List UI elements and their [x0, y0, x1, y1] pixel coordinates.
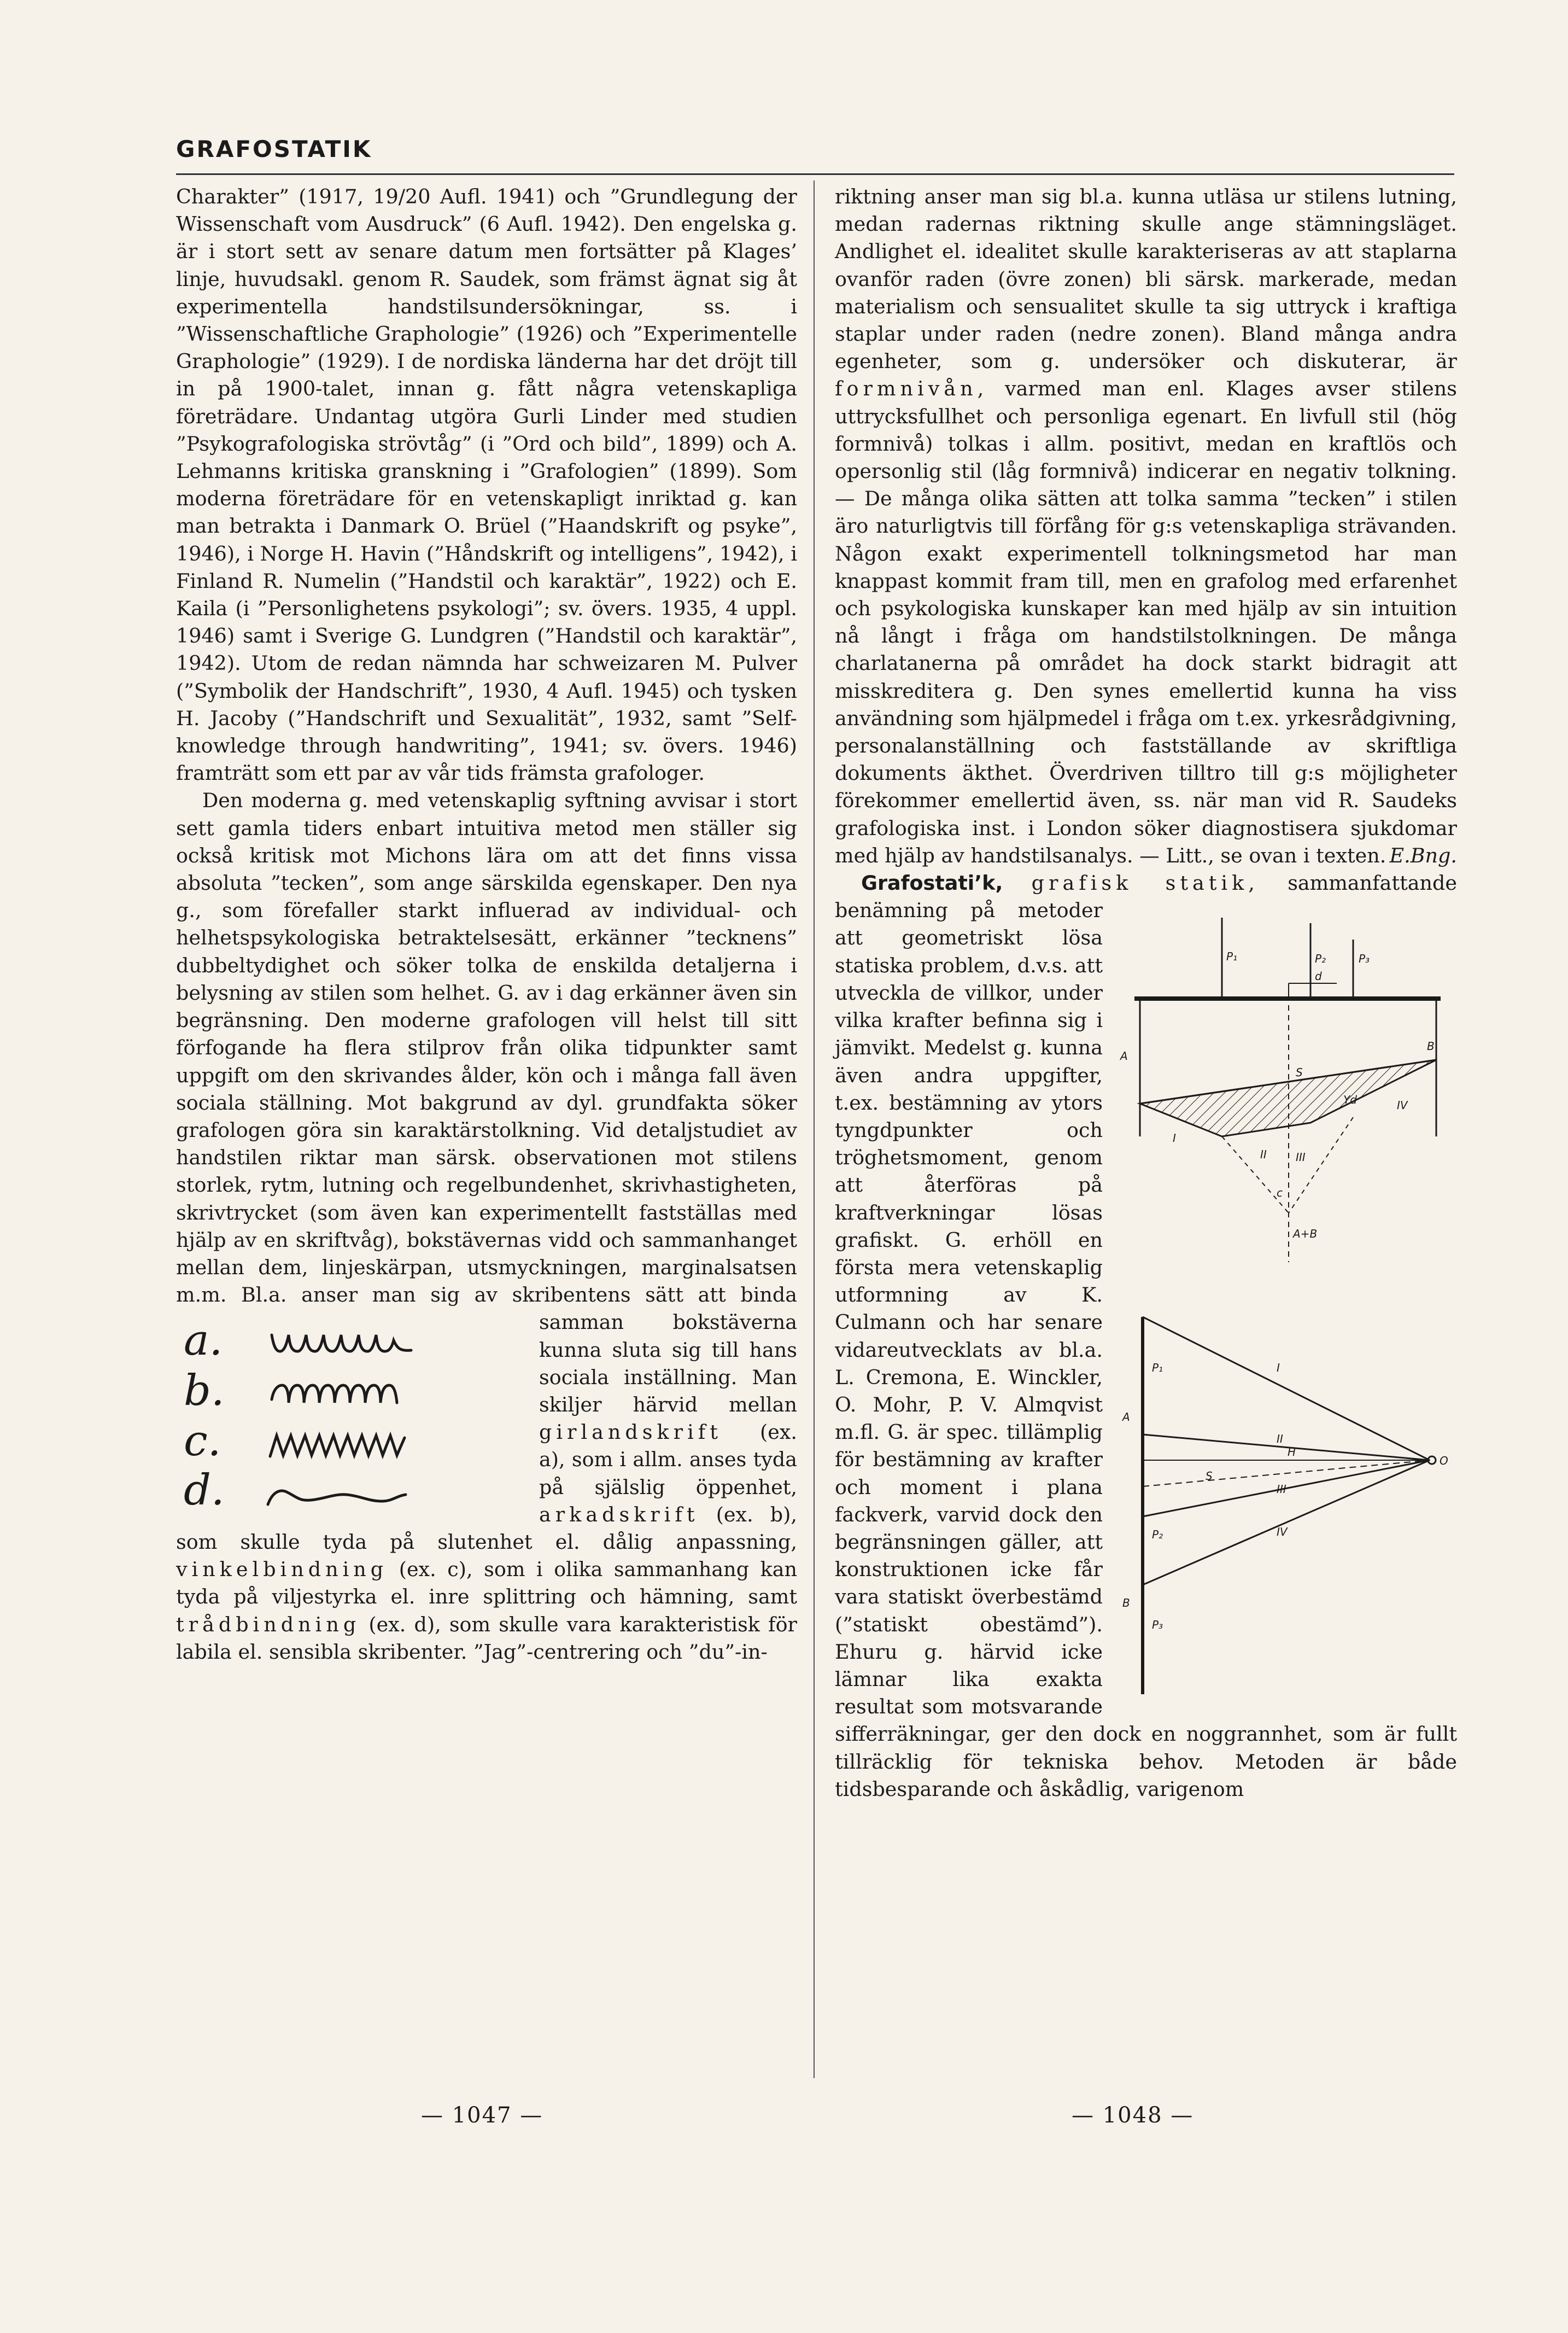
label-force-p2: P₂ — [1152, 1528, 1163, 1542]
handwriting-label-d: d. — [184, 1466, 225, 1515]
term-tradbindning: trådbindning — [176, 1612, 361, 1636]
text-run: Den moderna g. med vetenskaplig syftning avvisar i stort sett gamla tiders enbart intuitiva metod men ställer sig också kritisk mot Michons lära om att det finns vissa absoluta ”tecken”, som ange särskilda egenskaper. Den nya g., som förefaller starkt influerad av individual- och helhetspsykologiska betraktelsesätt, erkänner ”tecknens” dubbeltydighet och söker tolka de enskilda detaljerna i belysning av stilen som helhet. G. av i dag erkänner även sin begränsning. Den moderne grafologen vill helst till sitt förfogande ha flera stilprov från olika tidpunkter samt uppgift om den skrivandes ålder, kön och i många fall även sociala ställning. Mot bakgrund av dyl. grundfakta söker grafologen göra sin karaktärstolkning. Vid detaljstudiet av handstilen riktar man särsk. observationen mot stilens storlek, rytm, lutning och regelbundenhet, skrivhastigheten, skrivtrycket (som även kan experimentellt fastställas med hjälp av en skriftvåg), bokstävernas vidd och sammanhanget mellan dem, linjeskärpan, utsmyckningen, marginalsatsen m.m. Bl.a. anser man sig av skribentens sätt att binda samman — [176, 789, 797, 1334]
paragraph — [176, 787, 797, 1666]
label-p1: P₁ — [1226, 950, 1238, 964]
text-run: bokstäverna kunna sluta sig till hans sociala inställning. Man skiljer härvid mellan — [539, 1310, 797, 1416]
label-s: S — [1296, 1066, 1303, 1080]
paragraph — [835, 183, 1457, 870]
force-polygon-figure — [1143, 1317, 1436, 1694]
funicular-polygon-figure — [1134, 918, 1441, 1262]
moment-area — [1140, 1060, 1436, 1136]
graphic-statics-svg — [1113, 901, 1457, 1705]
header-rule — [176, 173, 1454, 175]
label-d: d — [1315, 970, 1322, 983]
handwriting-examples-figure — [176, 1312, 526, 1520]
label-p2: P₂ — [1315, 952, 1326, 966]
label-force-b: B — [1122, 1596, 1130, 1610]
garland-script-sample — [272, 1335, 411, 1351]
text-run: , varmed man enl. Klages avser stilens uttrycksfullhet och personliga egenart. En livfull stil (hög formnivå) tolkas i allm. positivt, medan en kraftlös och opersonlig stil (låg formnivå) indicerar en negativ tolkning. — De många olika sätten att tolka samma ”tecken” i stilen äro naturligtvis till förfång för g:s vetenskapliga strävanden. Någon exakt experimentell tolkningsmetod har man knappast kommit fram till, men en grafolog med erfarenhet och psykologiska kunskaper kan med hjälp av sin intuition nå långt i fråga om handstilstolkningen. De många charlatanerna på området ha dock starkt bidragit att misskreditera g. Den synes emellertid kunna ha viss användning som hjälpmedel i fråga om t.ex. yrkesrådgivning, personalanställning och fastställande av skriftliga dokuments äkthet. Överdriven tilltro till g:s möjligheter förekommer emellertid även, ss. när man vid R. Saudeks grafologiska inst. i London söker diagnostisera sjukdomar med hjälp av handstilsanalys. — Litt., se ovan i texten. — [835, 377, 1457, 867]
right-column — [835, 183, 1457, 1803]
text-run: (ex. c), som i olika sammanhang kan tyda på viljestyrka el. inre splittring och hämning, samt — [176, 1558, 797, 1609]
label-pole-o: O — [1440, 1454, 1448, 1468]
label-c: c — [1277, 1186, 1283, 1200]
entry-gloss: grafisk statik, — [1031, 871, 1259, 895]
force-polygon-labels — [1121, 1361, 1448, 1631]
page-number-right: — 1048 — — [1072, 2103, 1194, 2128]
label-ray-ii: II — [1260, 1148, 1267, 1162]
handwriting-label-b: b. — [184, 1366, 225, 1416]
text-run: sammanfattande benämning på metoder att geometriskt lösa statiska problem, d.v.s. att utveckla de villkor, under vilka krafter befinna sig i jämvikt. Medelst g. kunna även andra uppgifter, t.ex. bestämning av ytors tyngdpunkter och tröghetsmoment, genom att återföras på kraftverkningar lösas grafiskt. G. erhöll en första mera vetenskaplig utformning av K. Culmann och har senare vidareutvecklats av bl.a. L. Cremona, E. Winckler, O. Mohr, P. V. Almqvist m.fl. G. är spec. tillämplig för bestämning av krafter och moment i plana fackverk, varvid dock den begränsningen gäller, att konstruktionen icke får vara statiskt överbestämd (”statiskt obestämd”). Ehuru g. härvid icke lämnar lika exakta resultat som motsvarande sifferräkningar, ger den dock en noggrannhet, som är fullt tillräcklig för tekniska behov. Metoden är både tidsbesparande och åskådlig, varigenom — [835, 871, 1458, 1801]
term-girlandskrift: girlandskrift — [539, 1420, 722, 1444]
label-ray-iv: IV — [1397, 1099, 1408, 1112]
text-run: (ex. b), som skulle tyda på slutenhet el. dålig anpassning, — [176, 1502, 797, 1554]
text-run: (ex. d), som skulle vara karakteristisk för labila el. sensibla skribenter. ”Jag”-centrering och ”du”-in- — [176, 1612, 797, 1664]
label-ray-i: I — [1173, 1131, 1176, 1145]
handwriting-label-c: c. — [184, 1416, 221, 1466]
label-force-p1: P₁ — [1152, 1361, 1163, 1375]
label-force-a: A — [1122, 1410, 1130, 1424]
handwriting-examples-svg — [176, 1312, 526, 1520]
thread-script-sample — [268, 1491, 406, 1504]
label-force-h: H — [1288, 1445, 1296, 1459]
text-run: riktning anser man sig bl.a. kunna utläsa ur stilens lutning, medan radernas riktning skulle ange stämningsläget. Andlighet el. idealitet skulle karakteriseras av att staplarna ovanför raden (övre zonen) bli särsk. markerade, medan materialism och sensualitet skulle ta sig uttryck i kraftiga staplar under raden (nedre zonen). Bland många andra egenheter, som g. undersöker och diskuterar, är — [835, 185, 1457, 374]
label-force-ray-i: I — [1277, 1361, 1280, 1375]
column-rule — [814, 180, 815, 2078]
angular-script-sample — [270, 1436, 405, 1456]
label-force-ray-iii: III — [1277, 1483, 1286, 1496]
label-force-ray-iv: IV — [1277, 1525, 1288, 1539]
label-ray-iii: III — [1296, 1151, 1306, 1164]
label-p3: P₃ — [1359, 952, 1370, 966]
entry-grafostatik — [835, 870, 1457, 1803]
arcade-script-sample — [272, 1385, 397, 1403]
label-a: A — [1120, 1049, 1128, 1063]
running-head: GRAFOSTATIK — [176, 136, 372, 162]
page-number-left: — 1047 — — [421, 2103, 543, 2128]
label-force-ray-ii: II — [1277, 1432, 1283, 1446]
entry-headword: Grafostati’k, — [861, 871, 1003, 895]
author-signature: E.Bng. — [1389, 843, 1457, 867]
ray-extension-iv — [1289, 1117, 1353, 1213]
handwriting-label-a: a. — [184, 1316, 223, 1366]
graphic-statics-diagram — [1113, 901, 1457, 1705]
label-force-s: S — [1206, 1469, 1213, 1483]
label-force-p3: P₃ — [1152, 1618, 1163, 1632]
left-column — [176, 183, 797, 1666]
label-a-plus-b: A+B — [1293, 1227, 1318, 1241]
term-arkadskrift: arkadskrift — [539, 1502, 699, 1526]
ray-extension-i — [1222, 1136, 1289, 1213]
text-run: (ex. a), som i allm. anses tyda på själslig öppenhet, — [539, 1420, 797, 1499]
paragraph: Charakter” (1917, 19/20 Aufl. 1941) och ”Grundlegung der Wissenschaft vom Ausdruck” (6 Aufl. 1942). Den engelska g. är i stort sett av senare datum men fortsätter på Klages’ linje, huvudsakl. genom R. Saudek, som främst ägnat sig åt experimentella handstilsundersökningar, ss. i ”Wissenschaftliche Graphologie” (1926) och ”Experimentelle Graphologie” (1929). I de nordiska länderna har det dröjt till in på 1900-talet, innan g. fått några vetenskapliga företrädare. Undantag utgöra Gurli Linder med studien ”Psykografologiska strövtåg” (i ”Ord och bild”, 1899) och A. Lehmanns kritiska granskning i ”Grafologien” (1899). Som moderna företrädare för en vetenskapligt inriktad g. kan man betrakta i Danmark O. Brüel (”Haandskrift og psyke”, 1946), i Norge H. Havin (”Håndskrift og intelligens”, 1942), i Finland R. Numelin (”Handstil och karaktär”, 1922) och E. Kaila (i ”Personlighetens psykologi”; sv. övers. 1935, 4 uppl. 1946) samt i Sverige G. Lundgren (”Handstil och karaktär”, 1942). Utom de redan nämnda har schweizaren M. Pulver (”Symbolik der Handschrift”, 1930, 4 Aufl. 1945) och tysken H. Jacoby (”Handschrift und Sexualität”, 1932, samt ”Self-knowledge through handwriting”, 1941; sv. övers. 1946) framträtt som ett par av vår tids främsta grafologer. — [176, 185, 797, 785]
term-formniva: formnivån — [835, 377, 978, 401]
label-yd: Yd — [1343, 1093, 1357, 1107]
term-vinkelbindning: vinkelbindning — [176, 1558, 388, 1582]
pole-ray-iv — [1143, 1460, 1430, 1585]
label-b: B — [1427, 1040, 1435, 1053]
